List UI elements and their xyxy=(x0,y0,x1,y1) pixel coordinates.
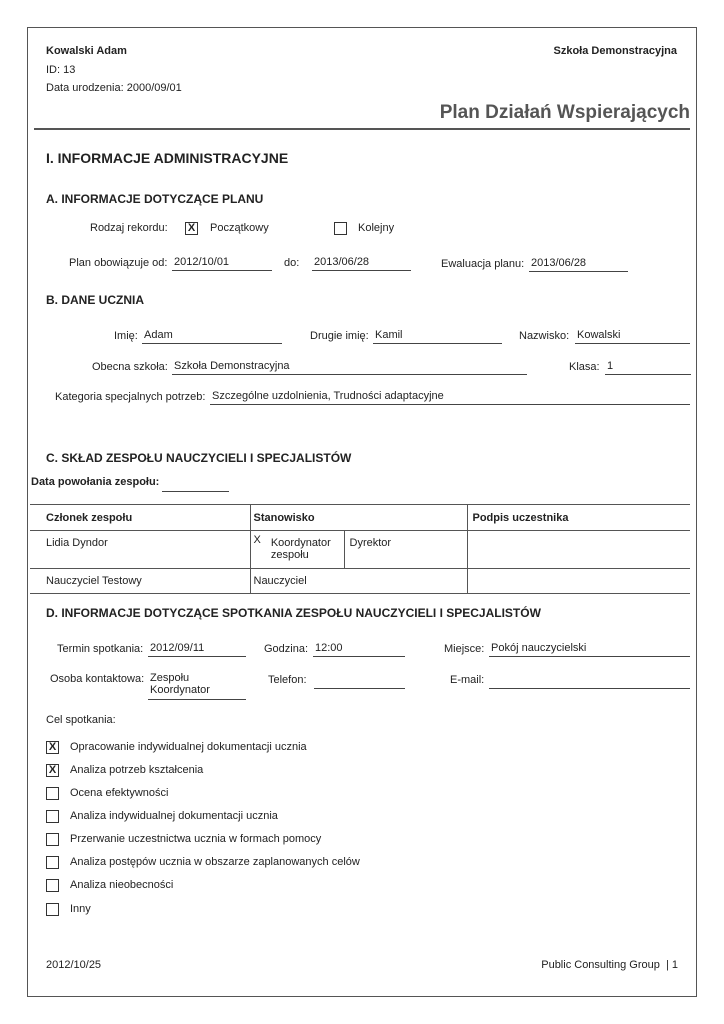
section-1-title: I. INFORMACJE ADMINISTRACYJNE xyxy=(46,150,289,166)
team-date-field[interactable] xyxy=(162,477,229,492)
footer-date: 2012/10/25 xyxy=(46,959,102,971)
record-initial-label: Początkowy xyxy=(210,222,269,234)
goal-label-item: Analiza potrzeb kształcenia xyxy=(70,764,204,776)
table-row xyxy=(30,569,690,594)
school-name: Szkoła Demonstracyjna xyxy=(553,45,677,57)
meeting-place-label: Miejsce: xyxy=(444,643,485,655)
goal-checkbox[interactable] xyxy=(46,856,59,869)
valid-from-field[interactable]: 2012/10/01 xyxy=(172,256,272,271)
footer-company: Public Consulting Group | 1 xyxy=(541,959,678,971)
school-field[interactable]: Szkoła Demonstracyjna xyxy=(172,360,527,375)
surname-field[interactable]: Kowalski xyxy=(575,329,690,344)
contact-label: Osoba kontaktowa: xyxy=(50,673,145,685)
second-name-field[interactable]: Kamil xyxy=(373,329,502,344)
contact-field[interactable] xyxy=(148,672,246,700)
meeting-hour-field[interactable]: 12:00 xyxy=(313,642,405,657)
goal-label-item: Ocena efektywności xyxy=(70,787,169,799)
record-type-label: Rodzaj rekordu: xyxy=(90,222,168,234)
section-b-title: B. DANE UCZNIA xyxy=(46,293,144,307)
record-initial-checkbox[interactable]: X xyxy=(185,222,198,235)
section-c-title: C. SKŁAD ZESPOŁU NAUCZYCIELI I SPECJALISTÓW xyxy=(46,451,352,465)
student-dob: Data urodzenia: 2000/09/01 xyxy=(46,82,182,94)
goal-checkbox[interactable]: X xyxy=(46,764,59,777)
goal-label-item: Analiza indywidualnej dokumentacji ucznia xyxy=(70,810,278,822)
position-cell xyxy=(250,531,467,569)
valid-to-field[interactable]: 2013/06/28 xyxy=(312,256,411,271)
goal-checkbox[interactable] xyxy=(46,833,59,846)
team-table xyxy=(30,504,690,594)
school-label: Obecna szkoła: xyxy=(92,361,168,373)
phone-label: Telefon: xyxy=(268,674,307,686)
coordinator-label: Koordynator zespołu xyxy=(270,537,331,561)
goal-label-item: Analiza nieobecności xyxy=(70,879,174,891)
col-position: Stanowisko xyxy=(250,505,467,531)
valid-to-label: do: xyxy=(284,257,300,269)
goal-label-item: Opracowanie indywidualnej dokumentacji ucznia xyxy=(70,741,307,753)
goal-label: Cel spotkania: xyxy=(46,714,116,726)
goal-label-item: Analiza postępów ucznia w obszarze zaplanowanych celów xyxy=(70,856,360,868)
contact-line-1: Zespołu xyxy=(150,672,190,684)
position-cell: Nauczyciel xyxy=(250,569,467,594)
class-field[interactable]: 1 xyxy=(605,360,691,375)
email-label: E-mail: xyxy=(450,674,485,686)
second-name-label: Drugie imię: xyxy=(310,330,369,342)
col-signature: Podpis uczestnika xyxy=(467,505,690,531)
goal-checkbox[interactable] xyxy=(46,879,59,892)
class-label: Klasa: xyxy=(569,361,600,373)
goal-label-item: Inny xyxy=(70,903,91,915)
team-table-header xyxy=(30,505,690,531)
needs-label: Kategoria specjalnych potrzeb: xyxy=(55,391,206,403)
needs-field[interactable]: Szczególne uzdolnienia, Trudności adaptacyjne xyxy=(210,390,690,405)
col-member: Członek zespołu xyxy=(30,505,250,531)
goal-checkbox[interactable] xyxy=(46,810,59,823)
email-field[interactable] xyxy=(489,674,690,689)
title-divider xyxy=(34,128,690,130)
page-title: Plan Działań Wspierających xyxy=(439,102,690,123)
goal-label-item: Przerwanie uczestnictwa ucznia w formach pomocy xyxy=(70,833,322,845)
record-next-checkbox[interactable] xyxy=(334,222,347,235)
record-next-label: Kolejny xyxy=(358,222,395,234)
meeting-place-field[interactable]: Pokój nauczycielski xyxy=(489,642,690,657)
evaluation-label: Ewaluacja planu: xyxy=(441,258,525,270)
goal-checkbox[interactable] xyxy=(46,787,59,800)
section-d-title: D. INFORMACJE DOTYCZĄCE SPOTKANIA ZESPOŁU NAUCZYCIELI I SPECJALISTÓW xyxy=(46,606,541,620)
member-cell: Lidia Dyndor xyxy=(30,531,250,569)
section-a-title: A. INFORMACJE DOTYCZĄCE PLANU xyxy=(46,192,264,206)
first-name-field[interactable]: Adam xyxy=(142,329,282,344)
student-id: ID: 13 xyxy=(46,64,76,76)
team-date-label: Data powołania zespołu: xyxy=(31,476,160,488)
evaluation-field[interactable]: 2013/06/28 xyxy=(529,257,628,272)
signature-cell[interactable] xyxy=(467,531,690,569)
goal-checkbox[interactable] xyxy=(46,903,59,916)
meeting-date-label: Termin spotkania: xyxy=(57,643,144,655)
table-row xyxy=(30,531,690,569)
coordinator-checkbox[interactable]: X xyxy=(253,534,261,546)
meeting-date-field[interactable]: 2012/09/11 xyxy=(148,642,246,657)
signature-cell[interactable] xyxy=(467,569,690,594)
meeting-hour-label: Godzina: xyxy=(264,643,309,655)
student-name: Kowalski Adam xyxy=(46,45,127,57)
first-name-label: Imię: xyxy=(114,330,138,342)
surname-label: Nazwisko: xyxy=(519,330,570,342)
goal-checkbox[interactable]: X xyxy=(46,741,59,754)
valid-from-label: Plan obowiązuje od: xyxy=(69,257,168,269)
phone-field[interactable] xyxy=(314,674,405,689)
position-value: Dyrektor xyxy=(349,537,392,549)
member-cell: Nauczyciel Testowy xyxy=(30,569,250,594)
contact-line-2: Koordynator xyxy=(150,684,210,696)
